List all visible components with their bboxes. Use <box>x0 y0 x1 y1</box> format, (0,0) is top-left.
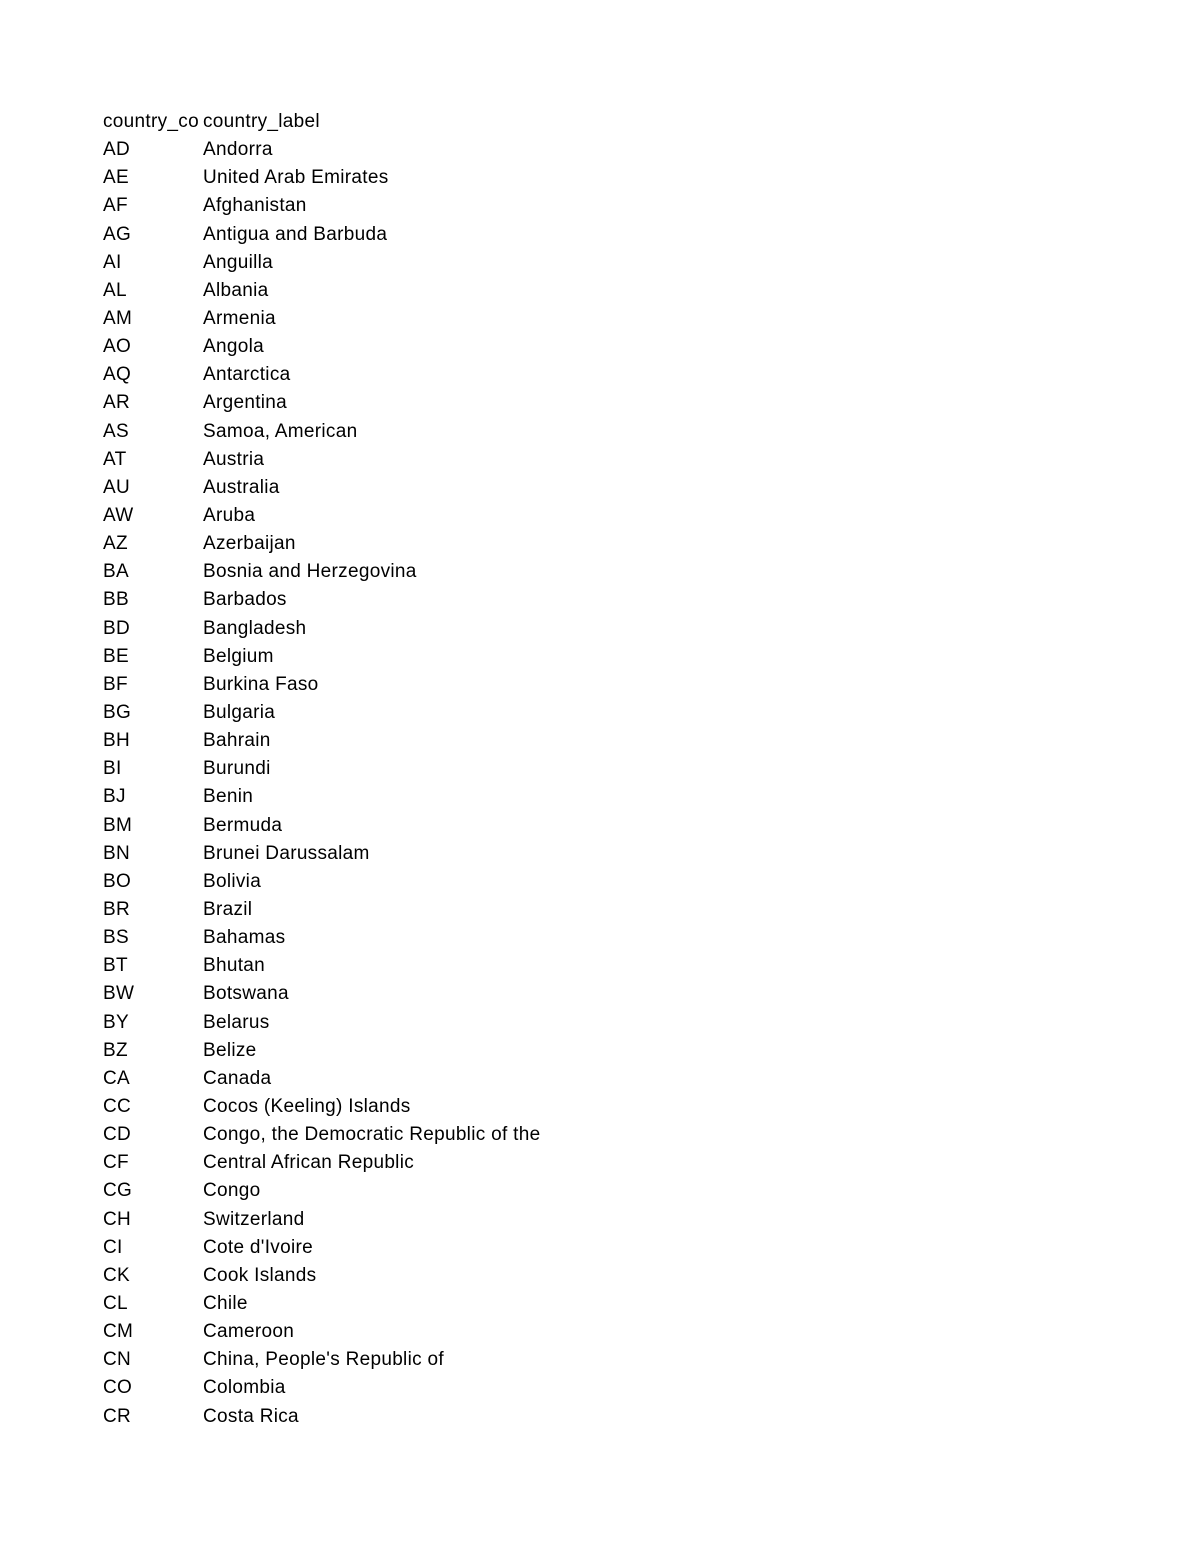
country-label-cell: Central African Republic <box>203 1152 415 1174</box>
country-code-cell: BY <box>103 1011 129 1033</box>
country-code-cell: CH <box>103 1208 132 1230</box>
country-label-cell: Costa Rica <box>203 1405 299 1427</box>
country-label-cell: Burkina Faso <box>203 673 319 695</box>
country-code-cell: BN <box>103 842 130 864</box>
country-label-cell: Congo, the Democratic Republic of the <box>203 1124 541 1146</box>
country-label-cell: Antarctica <box>203 364 291 386</box>
table-header-row <box>103 108 540 136</box>
table-row <box>103 1149 540 1177</box>
country-code-cell: CF <box>103 1152 129 1174</box>
country-label-cell: Benin <box>203 786 254 808</box>
country-label-cell: Brunei Darussalam <box>203 842 370 864</box>
country-label-cell: Armenia <box>203 308 276 330</box>
country-code-cell: CK <box>103 1264 130 1286</box>
table-row <box>103 783 540 811</box>
country-code-cell: BG <box>103 702 132 724</box>
table-row <box>103 643 540 671</box>
table-row <box>103 389 540 417</box>
table-row <box>103 1402 540 1430</box>
country-code-cell: AG <box>103 223 132 245</box>
country-label-cell: Belarus <box>203 1011 270 1033</box>
country-code-cell: CL <box>103 1292 128 1314</box>
table-row <box>103 221 540 249</box>
header-country-label: country_label <box>203 111 320 133</box>
table-row <box>103 1177 540 1205</box>
country-code-cell: BB <box>103 589 129 611</box>
country-code-cell: AO <box>103 336 132 358</box>
country-code-cell: AD <box>103 139 130 161</box>
country-code-cell: AM <box>103 308 133 330</box>
country-label-cell: Cote d'Ivoire <box>203 1236 313 1258</box>
country-label-cell: Cocos (Keeling) Islands <box>203 1095 411 1117</box>
country-code-cell: CG <box>103 1180 133 1202</box>
table-row <box>103 558 540 586</box>
country-label-cell: Australia <box>203 476 280 498</box>
table-row <box>103 164 540 192</box>
country-label-cell: Barbados <box>203 589 287 611</box>
country-label-cell: Aruba <box>203 505 256 527</box>
table-row <box>103 305 540 333</box>
country-code-cell: CN <box>103 1349 132 1371</box>
country-code-cell: AE <box>103 167 129 189</box>
table-row <box>103 361 540 389</box>
country-label-cell: China, People's Republic of <box>203 1349 444 1371</box>
table-row <box>103 1290 540 1318</box>
country-code-cell: AS <box>103 420 129 442</box>
country-label-cell: Cameroon <box>203 1321 295 1343</box>
table-row <box>103 136 540 164</box>
table-row <box>103 1093 540 1121</box>
country-label-cell: Samoa, American <box>203 420 358 442</box>
country-label-cell: Botswana <box>203 983 289 1005</box>
country-label-cell: Bolivia <box>203 870 262 892</box>
table-row <box>103 1121 540 1149</box>
country-label-cell: Bosnia and Herzegovina <box>203 561 417 583</box>
country-label-cell: Colombia <box>203 1377 286 1399</box>
country-label-cell: Burundi <box>203 758 271 780</box>
table-row <box>103 502 540 530</box>
table-row <box>103 840 540 868</box>
table-row <box>103 1346 540 1374</box>
country-code-cell: AW <box>103 505 134 527</box>
country-code-cell: BJ <box>103 786 126 808</box>
country-code-cell: CI <box>103 1236 123 1258</box>
country-table <box>103 108 540 1431</box>
table-row <box>103 446 540 474</box>
country-code-cell: BI <box>103 758 122 780</box>
country-code-cell: AF <box>103 195 128 217</box>
country-label-cell: Congo <box>203 1180 261 1202</box>
table-row <box>103 952 540 980</box>
country-label-cell: Canada <box>203 1067 272 1089</box>
country-label-cell: Bangladesh <box>203 617 307 639</box>
table-row <box>103 727 540 755</box>
table-row <box>103 474 540 502</box>
country-label-cell: Antigua and Barbuda <box>203 223 388 245</box>
country-code-cell: BF <box>103 673 128 695</box>
table-row <box>103 1318 540 1346</box>
table-row <box>103 192 540 220</box>
country-label-cell: Belgium <box>203 645 274 667</box>
table-row <box>103 868 540 896</box>
country-label-cell: Chile <box>203 1292 248 1314</box>
country-code-cell: BE <box>103 645 129 667</box>
country-code-cell: BH <box>103 730 130 752</box>
country-label-cell: Bahamas <box>203 927 286 949</box>
country-code-cell: AI <box>103 251 122 273</box>
country-label-cell: Andorra <box>203 139 273 161</box>
header-country-code: country_co <box>103 111 199 133</box>
table-row <box>103 1262 540 1290</box>
table-row <box>103 333 540 361</box>
country-code-cell: AR <box>103 392 130 414</box>
table-row <box>103 277 540 305</box>
country-code-cell: CD <box>103 1124 132 1146</box>
table-row <box>103 1065 540 1093</box>
table-row <box>103 1234 540 1262</box>
country-label-cell: Cook Islands <box>203 1264 317 1286</box>
country-code-cell: BM <box>103 814 133 836</box>
table-row <box>103 671 540 699</box>
table-row <box>103 755 540 783</box>
country-code-cell: CM <box>103 1321 134 1343</box>
country-code-cell: CC <box>103 1095 132 1117</box>
country-code-cell: BR <box>103 899 130 920</box>
table-row <box>103 1009 540 1037</box>
country-label-cell: Brazil <box>203 899 253 920</box>
country-label-cell: Switzerland <box>203 1208 305 1230</box>
country-label-cell: Belize <box>203 1039 257 1061</box>
country-code-cell: BD <box>103 617 130 639</box>
country-label-cell: Bhutan <box>203 955 266 977</box>
country-code-cell: BS <box>103 927 129 949</box>
country-label-cell: Bermuda <box>203 814 283 836</box>
country-code-cell: AZ <box>103 533 128 555</box>
country-code-cell: AU <box>103 476 130 498</box>
country-label-cell: Azerbaijan <box>203 533 296 555</box>
country-code-cell: CR <box>103 1405 132 1427</box>
table-row <box>103 812 540 840</box>
country-label-cell: Anguilla <box>203 251 274 273</box>
country-code-cell: CO <box>103 1377 133 1399</box>
table-row <box>103 980 540 1008</box>
table-row <box>103 530 540 558</box>
table-row <box>103 249 540 277</box>
country-code-cell: AL <box>103 279 127 301</box>
table-row <box>103 586 540 614</box>
table-row <box>103 418 540 446</box>
country-label-cell: Argentina <box>203 392 288 414</box>
country-code-cell: BA <box>103 561 129 583</box>
country-label-cell: United Arab Emirates <box>203 167 389 189</box>
country-label-cell: Afghanistan <box>203 195 307 217</box>
country-label-cell: Bahrain <box>203 730 271 752</box>
country-label-cell: Albania <box>203 279 269 301</box>
table-row <box>103 1374 540 1402</box>
table-row <box>103 1205 540 1233</box>
table-row <box>103 1037 540 1065</box>
country-label-cell: Austria <box>203 448 265 470</box>
table-body <box>103 136 540 1430</box>
table-row <box>103 924 540 952</box>
country-code-cell: BO <box>103 870 132 892</box>
country-code-cell: BZ <box>103 1039 128 1061</box>
country-code-cell: AQ <box>103 364 132 386</box>
table-row <box>103 896 540 924</box>
country-label-cell: Angola <box>203 336 264 358</box>
country-label-cell: Bulgaria <box>203 702 276 724</box>
table-row <box>103 699 540 727</box>
table-row <box>103 615 540 643</box>
country-code-cell: BT <box>103 955 128 977</box>
country-code-cell: BW <box>103 983 135 1005</box>
country-code-cell: AT <box>103 448 127 470</box>
country-code-cell: CA <box>103 1067 130 1089</box>
